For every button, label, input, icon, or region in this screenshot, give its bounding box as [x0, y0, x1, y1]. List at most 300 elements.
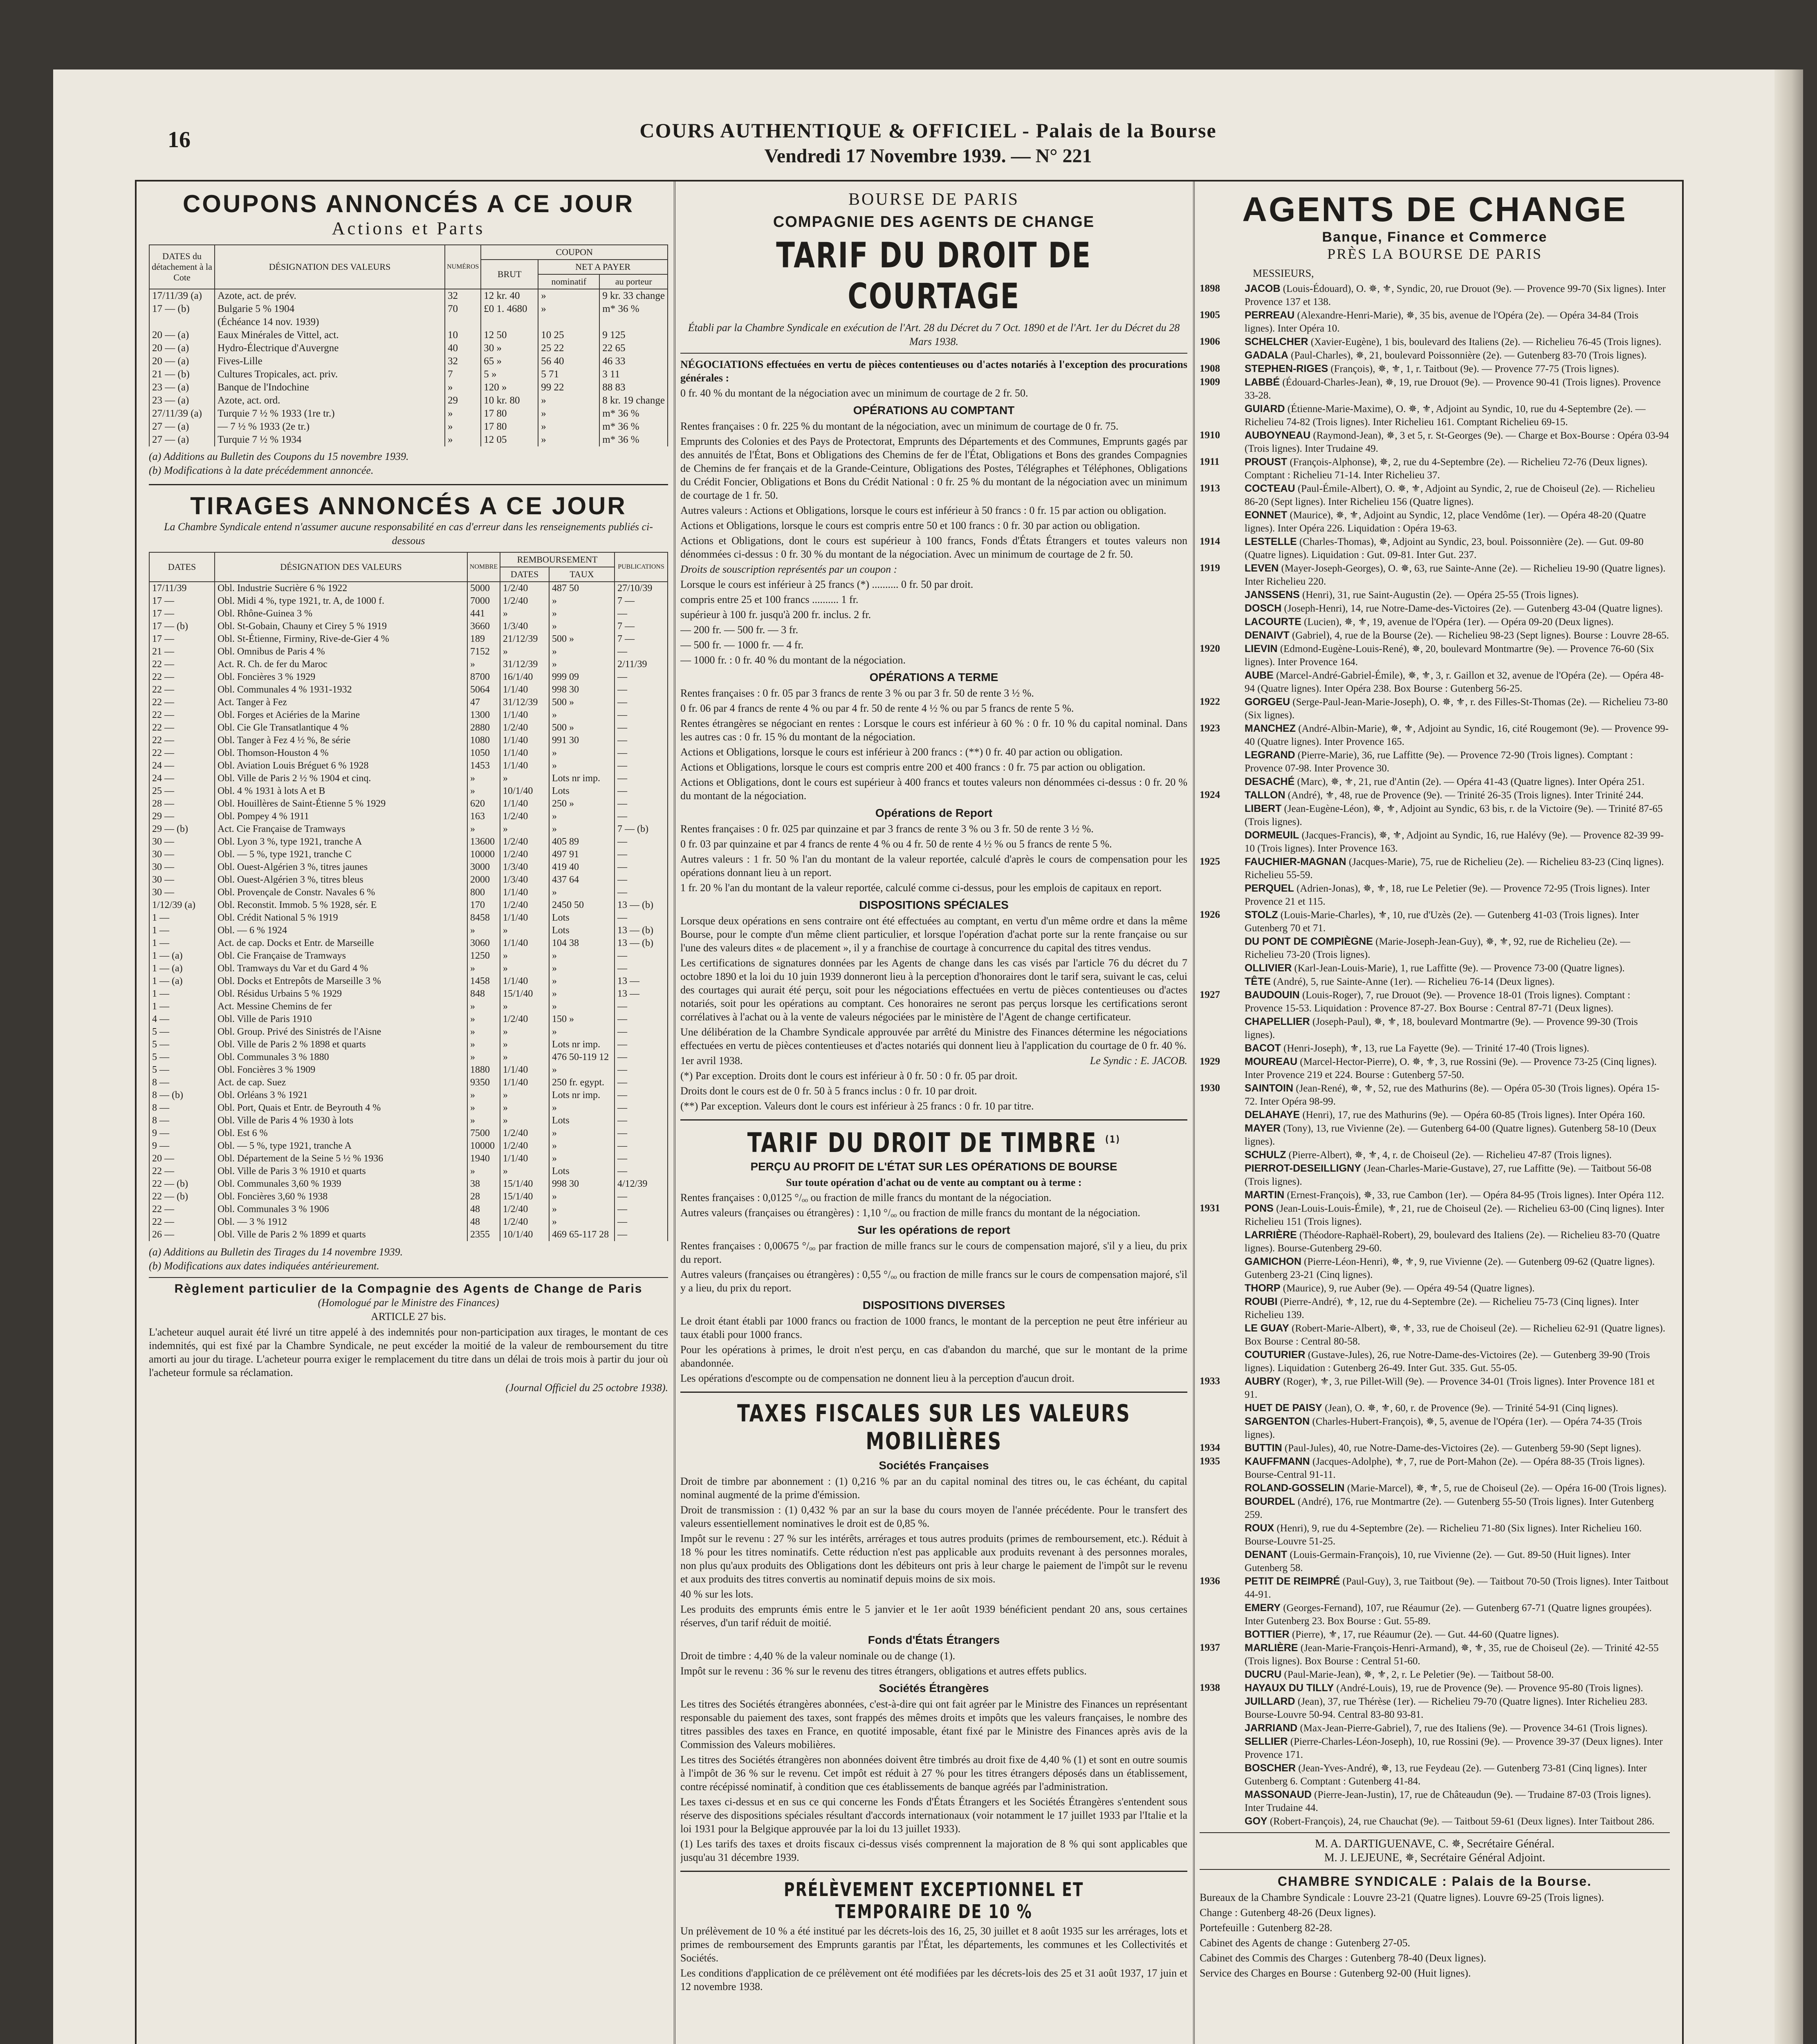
table-cell [599, 316, 668, 329]
agent-entry [1200, 1681, 1670, 1695]
agent-name: MANCHEZ [1245, 723, 1296, 734]
agent-details: (Marie-Marcel), ✵, ⚜, 5, rue de Choiseul (2e). — Opéra 16-00 (Trois lignes). [1344, 1483, 1667, 1494]
agent-entry [1200, 429, 1670, 455]
tirages-note: (a) Additions au Bulletin des Tirages du 14 novembre 1939. [149, 1246, 403, 1258]
table-row [149, 734, 668, 747]
agents-subtitle2: PRÈS LA BOURSE DE PARIS [1327, 246, 1542, 262]
signature: Le Syndic : E. JACOB. [1090, 1055, 1187, 1067]
courtage-kicker: BOURSE DE PARIS [848, 190, 1019, 209]
agent-details: (Serge-Paul-Jean-Marie-Joseph), O. ✵, ⚜, r. des Filles-St-Thomas (2e). — Richelieu 73-80 (Six lignes). [1245, 697, 1668, 721]
table-row [149, 289, 668, 303]
table-row [149, 684, 668, 696]
table-row [149, 381, 668, 394]
table-cell: Bulgarie 5 % 1904 [215, 303, 445, 316]
agent-details: (Édouard-Charles-Jean), ✵, 19, rue Drouot (9e). — Provence 90-41 (Trois lignes). Provence 33-28. [1245, 377, 1661, 401]
speciales-item: Une délibération de la Chambre Syndicale approuvée par arrêté du Ministre des Finances détermine les négociations effectuées en vertu de pièces contentieuses et d'actes notariés qui donnent lieu à l'application du courtage de 0 fr. 40 %. [680, 1026, 1187, 1051]
table-cell: 10 kr. 80 [481, 394, 538, 407]
courtage-company: COMPAGNIE DES AGENTS DE CHANGE [773, 213, 1095, 231]
table-cell: 2/11/39 [615, 658, 668, 671]
report-item: 1 fr. 20 % l'an du montant de la valeur reportée, calculé comme ci-dessus, pour les emplois de capitaux en report. [680, 882, 1162, 894]
table-cell: 28 [467, 1190, 500, 1203]
table-cell: 47 [467, 696, 500, 709]
table-cell: m* 36 % [599, 420, 668, 433]
table-cell: 1/1/40 [500, 709, 549, 722]
taxes-fr-item: Droit de timbre par abonnement : (1) 0,216 % par an du capital nominal des titres ou, le cas échéant, du capital nominal augmenté de la prime d'émission. [680, 1475, 1187, 1501]
table-cell: 1/1/40 [500, 937, 549, 950]
agent-entry [1200, 775, 1670, 789]
table-cell: 1/2/40 [500, 836, 549, 848]
table-cell: » [549, 709, 615, 722]
table-cell: (Échéance 14 nov. 1939) [215, 316, 445, 329]
table-cell: Obl. Docks et Entrepôts de Marseille 3 % [215, 975, 467, 988]
souscription-item: — 500 fr. — 1000 fr. — 4 fr. [680, 639, 804, 651]
agent-text [1245, 1228, 1670, 1255]
table-cell: 22 65 [599, 342, 668, 355]
agent-text [1245, 602, 1670, 615]
agent-entry [1200, 1575, 1670, 1601]
agent-year: 1908 [1200, 363, 1220, 374]
taxes-etats-item: Droit de timbre : 4,40 % de la valeur nominale ou de change (1). [680, 1650, 956, 1662]
reglement-subtitle: (Homologué par le Ministre des Finances) [318, 1297, 499, 1309]
agent-text [1245, 829, 1670, 855]
table-cell: 32 [445, 355, 481, 368]
table-cell: 10 25 [538, 329, 599, 342]
table-cell: » [538, 303, 599, 316]
agent-entry [1200, 1695, 1670, 1721]
col-header: REMBOURSEMENT [500, 552, 615, 567]
table-row [149, 1064, 668, 1076]
agent-text [1245, 975, 1670, 988]
agent-year: 1911 [1200, 456, 1220, 467]
agent-entry [1200, 882, 1670, 908]
column-divider [1193, 182, 1195, 2044]
table-cell: 1/2/40 [500, 595, 549, 607]
table-cell: 22 — (b) [149, 1190, 215, 1203]
table-row [149, 975, 668, 988]
agent-details: (Louis-Marie-Charles), ⚜, 10, rue d'Uzès (2e). — Gutenberg 41-03 (Trois lignes). Inter Gutenberg 70 et 71. [1245, 910, 1639, 934]
chambre-item: Change : Gutenberg 48-26 (Deux lignes). [1200, 1907, 1376, 1918]
table-cell: 5 71 [538, 368, 599, 381]
table-row [149, 962, 668, 975]
agent-text [1245, 1108, 1670, 1122]
agent-text [1245, 1455, 1670, 1481]
agent-text [1245, 935, 1670, 961]
table-row [149, 620, 668, 633]
table-cell: — [615, 1026, 668, 1038]
agent-name: BOURDEL [1245, 1496, 1295, 1507]
table-cell: » [549, 645, 615, 658]
table-cell: » [500, 1026, 549, 1038]
agent-entry [1200, 455, 1670, 482]
table-cell: 12 kr. 40 [481, 289, 538, 303]
table-cell: » [549, 1064, 615, 1076]
agent-year: 1926 [1200, 909, 1220, 920]
agent-text [1245, 588, 1670, 602]
agent-entry [1200, 749, 1670, 775]
table-cell: » [467, 785, 500, 798]
agent-text [1245, 509, 1670, 535]
agent-year: 1906 [1200, 336, 1220, 347]
col-header: au porteur [599, 274, 668, 289]
agent-year [1200, 749, 1245, 775]
agent-text [1245, 1522, 1670, 1548]
agent-text [1245, 775, 1670, 789]
table-row [149, 760, 668, 772]
agent-details: (Lucien), ✵, ⚜, 19, avenue de l'Opéra (1er). — Opéra 09-20 (Deux lignes). [1301, 616, 1614, 628]
table-cell: 998 30 [549, 684, 615, 696]
agent-entry [1200, 855, 1670, 882]
agent-name: MASSONAUD [1245, 1789, 1312, 1800]
agent-year [1200, 1282, 1245, 1295]
table-cell: — [615, 861, 668, 874]
table-cell: — [615, 1127, 668, 1140]
table-cell: Obl. Ville de Paris 1910 [215, 1013, 467, 1026]
agent-text [1245, 1788, 1670, 1815]
agent-name: AUBOYNEAU [1245, 430, 1311, 441]
timbre-lead: Sur toute opération d'achat ou de vente au comptant ou à terme : [786, 1177, 1082, 1188]
table-row [149, 303, 668, 316]
agent-year [1200, 961, 1245, 975]
agent-details: (Paul-Guy), 3, rue Taitbout (9e). — Taitbout 70-50 (Trois lignes). Inter Taitbout 44-91. [1245, 1576, 1669, 1600]
table-cell: 22 — [149, 722, 215, 734]
table-cell: » [538, 420, 599, 433]
agent-details: (Alexandre-Henri-Marie), ✵, 35 bis, avenue de l'Opéra (2e). — Opéra 34-84 (Trois lignes). Inter Opéra 10. [1245, 310, 1639, 334]
souscription-item: compris entre 25 et 100 francs .......... 1 fr. [680, 594, 859, 605]
agent-entry [1200, 1282, 1670, 1295]
table-cell: Obl. St-Gobain, Chauny et Cirey 5 % 1919 [215, 620, 467, 633]
agent-text [1245, 749, 1670, 775]
agent-year [1200, 1348, 1245, 1375]
agents-list [1200, 282, 1670, 1828]
agent-name: ROUBI [1245, 1296, 1278, 1307]
table-cell: 7000 [467, 595, 500, 607]
table-cell: 46 33 [599, 355, 668, 368]
agent-name: OLLIVIER [1245, 962, 1292, 974]
agent-text [1245, 1255, 1670, 1282]
agent-text [1245, 1375, 1670, 1401]
table-cell: Obl. Lyon 3 %, type 1921, tranche A [215, 836, 467, 848]
tirages-table [149, 552, 668, 1241]
table-row [149, 1102, 668, 1114]
issue-date: Vendredi 17 Novembre 1939. — N° 221 [764, 145, 1092, 167]
secretary: M. A. DARTIGUENAVE, C. ✵, Secrétaire Général. [1315, 1838, 1555, 1850]
agent-text [1245, 1148, 1670, 1162]
agent-year [1200, 1788, 1245, 1815]
content-frame [135, 180, 1684, 2044]
agent-name: MARLIÈRE [1245, 1642, 1298, 1654]
comptant-title: OPÉRATIONS AU COMPTANT [853, 404, 1015, 417]
agents-messieurs: MESSIEURS, [1253, 267, 1314, 279]
table-cell: 1/1/40 [500, 1076, 549, 1089]
agent-year [1200, 1322, 1245, 1348]
tirages-note: (b) Modifications aux dates indiquées antérieurement. [149, 1260, 379, 1272]
table-cell: 1/3/40 [500, 861, 549, 874]
table-cell: — [615, 1216, 668, 1228]
table-row [149, 861, 668, 874]
agent-year [1200, 629, 1245, 642]
agent-name: TÊTE [1245, 976, 1271, 987]
secretary-adjoint: M. J. LEJEUNE, ✵, Secrétaire Général Adjoint. [1324, 1851, 1546, 1864]
speciales-item: Les certifications de signatures données par les Agents de change dans les cas visés par l'article 76 du décret du 7 octobre 1890 et la loi du 10 juin 1939 donneront lieu à la perception d'honoraires dont le tarif sera, suivant le cas, celui des courtages qui aurait été perçu, soit pour les négociations effectuées en vertu de pièces contentieuses ou d'actes notariés, soit pour les opérations au comptant. Ces honoraires ne seront pas perçus lorsque les certifications seront corrélatives à l'achat ou à la vente de valeurs négociées par le ministère de l'Agent de change certificateur. [680, 957, 1187, 1023]
table-cell: Obl. Département de la Seine 5 ½ % 1936 [215, 1152, 467, 1165]
agent-entry [1200, 1255, 1670, 1282]
agent-text [1245, 695, 1670, 722]
table-cell: 56 40 [538, 355, 599, 368]
agent-name: PERQUEL [1245, 883, 1294, 894]
table-cell: 30 — [149, 886, 215, 899]
table-cell: Obl. Ville de Paris 2 % 1899 et quarts [215, 1228, 467, 1241]
agent-text [1245, 629, 1670, 642]
agent-year: 1910 [1200, 430, 1220, 441]
terme-item: Rentes françaises : 0 fr. 05 par 3 francs de rente 3 % ou par 3 fr. 50 de rente 3 ½ %. [680, 687, 1034, 699]
table-cell: 1/2/40 [500, 899, 549, 912]
table-cell: 7 — [615, 633, 668, 645]
page-edge [1774, 69, 1803, 2044]
table-row [149, 342, 668, 355]
table-cell: 1/1/40 [500, 798, 549, 810]
agent-details: (Paul-Jules), 40, rue Notre-Dame-des-Victoires (2e). — Gutenberg 59-90 (Sept lignes). [1282, 1443, 1642, 1454]
table-cell: Obl. Rhône-Guinea 3 % [215, 607, 467, 620]
agent-year [1200, 1815, 1245, 1828]
table-cell: m* 36 % [599, 407, 668, 420]
table-cell: 20 — (a) [149, 355, 215, 368]
table-cell: 29 — (b) [149, 823, 215, 836]
table-cell: 1/2/40 [500, 1127, 549, 1140]
agent-year [1200, 1735, 1245, 1762]
agent-year [1200, 1481, 1245, 1495]
table-cell: Obl. Port, Quais et Entr. de Beyrouth 4 % [215, 1102, 467, 1114]
table-cell: 31/12/39 [500, 696, 549, 709]
table-cell: » [445, 381, 481, 394]
agent-year [1200, 975, 1245, 988]
table-row [149, 633, 668, 645]
agent-entry [1200, 588, 1670, 602]
diverses-item: Le droit étant établi par 1000 francs ou fraction de 1000 francs, le montant de la perception ne peut être inférieur au taux établi pour 1000 francs. [680, 1315, 1187, 1340]
table-cell: 8 kr. 19 change [599, 394, 668, 407]
table-cell: » [549, 1000, 615, 1013]
agent-entry [1200, 935, 1670, 961]
agent-year: 1930 [1200, 1083, 1220, 1094]
table-cell: 10000 [467, 1140, 500, 1152]
table-cell: » [467, 823, 500, 836]
agent-name: LABBÉ [1245, 377, 1280, 388]
table-cell: 10000 [467, 848, 500, 861]
taxes-etr-item: Les titres des Sociétés étrangères non abonnées doivent être timbrés au droit fixe de 4,40 % (1) et sont en outre soumis à l'impôt de 36 % sur le revenu. Cet impôt est réduit à 27 % pour les titres étrangers déposés dans un établissement, contre récépissé nominatif, à condition que ces établissements de banque agréés par l'administration. [680, 1754, 1187, 1793]
terme-title: OPÉRATIONS A TERME [869, 671, 998, 684]
agent-details: (Maurice), 9, rue Auber (9e). — Opéra 49-54 (Quatre lignes). [1280, 1283, 1535, 1294]
table-row [149, 1127, 668, 1140]
agent-entry [1200, 975, 1670, 988]
table-cell: — [615, 747, 668, 760]
agent-entry [1200, 1788, 1670, 1815]
agent-details: (Marcel-Hector-Pierre), O. ✵, ⚜, 3, rue Rossini (9e). — Provence 73-25 (Cinq lignes). Inter Provence 219 et 224. Bourse : Gutenberg 57-50. [1245, 1056, 1657, 1080]
table-row [149, 950, 668, 962]
table-cell: 8700 [467, 671, 500, 684]
column-middle [680, 190, 1187, 2044]
taxes-fr-item: 40 % sur les lots. [680, 1588, 754, 1600]
agent-text [1245, 961, 1670, 975]
agent-name: SAINTOIN [1245, 1083, 1293, 1094]
agent-name: PROUST [1245, 456, 1288, 468]
chambre-item: Portefeuille : Gutenberg 82-28. [1200, 1922, 1332, 1934]
table-cell: Azote, act. ord. [215, 394, 445, 407]
agent-name: KAUFFMANN [1245, 1456, 1310, 1467]
table-row [149, 329, 668, 342]
table-row [149, 924, 668, 937]
column-left [149, 190, 668, 2044]
table-cell: 1 — (a) [149, 975, 215, 988]
timbre-subtitle: PERÇU AU PROFIT DE L'ÉTAT SUR LES OPÉRATIONS DE BOURSE [750, 1160, 1117, 1173]
table-cell: 17 80 [481, 407, 538, 420]
table-cell: 65 » [481, 355, 538, 368]
table-cell: 9 — [149, 1140, 215, 1152]
table-cell: 620 [467, 798, 500, 810]
table-cell: » [549, 975, 615, 988]
table-cell: Obl. Communales 3 % 1906 [215, 1203, 467, 1216]
agent-entry [1200, 829, 1670, 855]
table-row [149, 671, 668, 684]
agent-name: SCHELCHER [1245, 336, 1308, 347]
col-header: DATES du détachement à la Cote [149, 245, 215, 289]
table-cell: Obl. Communales 3 % 1880 [215, 1051, 467, 1064]
table-cell: 22 — (b) [149, 1178, 215, 1190]
table-cell: 1/2/40 [500, 810, 549, 823]
agent-details: (Joseph-Henri), 14, rue Notre-Dame-des-Victoires (2e). — Gutenberg 43-04 (Quatre lignes). [1281, 603, 1663, 614]
table-cell: 15/1/40 [500, 1190, 549, 1203]
table-cell: 1/2/40 [500, 582, 549, 595]
terme-item: Actions et Obligations, dont le cours est supérieur à 400 francs et toutes valeurs non dénommées ci-dessus : 0 fr. 20 % du montant de la négociation. [680, 776, 1187, 802]
table-cell: — [615, 810, 668, 823]
coupons-title: COUPONS ANNONCÉS A CE JOUR [182, 190, 635, 217]
table-row [149, 988, 668, 1000]
agent-name: DESACHÉ [1245, 776, 1295, 787]
table-cell: » [500, 1000, 549, 1013]
agent-name: GADALA [1245, 350, 1288, 361]
table-cell: — [615, 836, 668, 848]
table-cell: — [615, 772, 668, 785]
table-cell: 9350 [467, 1076, 500, 1089]
agent-entry [1200, 1522, 1670, 1548]
table-cell: Obl. Est 6 % [215, 1127, 467, 1140]
table-row [149, 696, 668, 709]
table-cell: 17 — [149, 595, 215, 607]
prelevement-item: Un prélèvement de 10 % a été institué par les décrets-lois des 16, 25, 30 juillet et 8 août 1935 sur les arrérages, lots et primes de remboursement des Emprunts garantis par l'État, les départements, les communes et les Collectivités et Sociétés. [680, 1925, 1187, 1964]
table-cell: Lots nr imp. [549, 772, 615, 785]
table-cell: 12 50 [481, 329, 538, 342]
agent-details: (Jean-Louis-Louis-Émile), ⚜, 21, rue de Choiseul (2e). — Richelieu 63-00 (Cinq lignes). Inter Richelieu 151 (Trois lignes). [1245, 1203, 1664, 1227]
agent-details: (Paul-Émile-Albert), O. ✵, ⚜, Adjoint au Syndic, 2, rue de Choiseul (2e). — Richelieu 86-20 (Sept lignes). Inter Richelieu 156 (Quatre lignes). [1245, 483, 1655, 507]
table-cell: » [467, 1089, 500, 1102]
table-cell: Banque de l'Indochine [215, 381, 445, 394]
table-cell: » [549, 1127, 615, 1140]
agent-year [1200, 1695, 1245, 1721]
table-cell: — [615, 848, 668, 861]
table-row [149, 1038, 668, 1051]
agent-year [1200, 588, 1245, 602]
table-row [149, 1203, 668, 1216]
table-cell: 48 [467, 1216, 500, 1228]
diverses-item: Les opérations d'escompte ou de compensation ne donnent lieu à la perception d'aucun droit. [680, 1372, 1074, 1384]
table-cell: 9 — [149, 1127, 215, 1140]
tirages-title: TIRAGES ANNONCÉS A CE JOUR [190, 492, 627, 520]
table-cell: 2000 [467, 874, 500, 886]
agent-details: (Jean-René), ✵, ⚜, 52, rue des Mathurins (8e). — Opéra 05-30 (Trois lignes). Opéra 15-72. Inter Opéra 98-99. [1245, 1083, 1660, 1107]
agent-entry [1200, 908, 1670, 935]
agent-text [1245, 1055, 1670, 1082]
agent-entry [1200, 1322, 1670, 1348]
table-cell: — [615, 1051, 668, 1064]
agent-name: AUBE [1245, 670, 1274, 681]
table-cell: 7 — (b) [615, 823, 668, 836]
agent-details: (Jacques-Francis), ✵, ⚜, Adjoint au Syndic, 16, rue Halévy (9e). — Provence 82-39 99-10 (Trois lignes). Inter Provence 163. [1245, 830, 1664, 854]
table-cell: 150 » [549, 1013, 615, 1026]
agent-text [1245, 1322, 1670, 1348]
table-cell [538, 316, 599, 329]
page-number: 16 [168, 127, 191, 152]
agent-year [1200, 1122, 1245, 1148]
agent-entry [1200, 1375, 1670, 1401]
agent-year [1200, 1762, 1245, 1788]
agent-entry [1200, 1348, 1670, 1375]
table-cell: » [500, 1038, 549, 1051]
agent-text [1245, 722, 1670, 749]
taxes-fr-item: Droit de transmission : (1) 0,432 % par an sur la base du cours moyen de l'année précédente. Pour le transfert des valeurs essentiellement nominatives le droit est de 0,85 %. [680, 1504, 1187, 1529]
table-cell: Obl. Tanger à Fez 4 ½ %, 8e série [215, 734, 467, 747]
table-cell: Obl. Foncières 3 % 1909 [215, 1064, 467, 1076]
table-cell: 70 [445, 303, 481, 316]
taxes-etr-title: Sociétés Étrangères [879, 1682, 989, 1694]
table-cell: 8 — (b) [149, 1089, 215, 1102]
table-cell: 1 — [149, 912, 215, 924]
agent-details: (Louis-Édouard), O. ✵, ⚜, Syndic, 20, rue Drouot (9e). — Provence 99-70 (Six lignes). Inter Provence 137 et 138. [1245, 283, 1666, 307]
agent-year [1200, 1042, 1245, 1055]
agent-entry [1200, 1815, 1670, 1828]
table-cell: 2355 [467, 1228, 500, 1241]
agent-text [1245, 1015, 1670, 1042]
agent-entry [1200, 1015, 1670, 1042]
agent-entry [1200, 961, 1670, 975]
table-cell: — [615, 722, 668, 734]
table-cell: 250 » [549, 798, 615, 810]
table-row [149, 1216, 668, 1228]
agent-details: (André), 5, rue Sainte-Anne (1er). — Richelieu 76-14 (Deux lignes). [1270, 976, 1555, 987]
table-cell: m* 36 % [599, 433, 668, 446]
table-cell: — [615, 1102, 668, 1114]
agent-entry [1200, 1735, 1670, 1762]
agent-entry [1200, 1441, 1670, 1455]
table-row [149, 1076, 668, 1089]
table-cell: Lots [549, 785, 615, 798]
agent-details: (Jean-Yves-André), ✵, 13, rue Feydeau (2e). — Gutenberg 73-81 (Cinq lignes). Inter Gutenberg 6. Comptant : Gutenberg 41-84. [1245, 1763, 1647, 1787]
comptant-item: Rentes françaises : 0 fr. 225 % du montant de la négociation, avec un minimum de courtage de 0 fr. 75. [680, 420, 1119, 432]
agent-entry [1200, 1721, 1670, 1735]
table-cell: Obl. Ville de Paris 4 % 1930 à lots [215, 1114, 467, 1127]
table-cell: 3060 [467, 937, 500, 950]
table-row [149, 798, 668, 810]
agent-year: 1913 [1200, 483, 1220, 494]
table-row [149, 595, 668, 607]
table-cell: » [500, 924, 549, 937]
table-cell: 13 — (b) [615, 899, 668, 912]
terme-item: Actions et Obligations, lorsque le cours est compris entre 200 et 400 francs : 0 fr. 75 par action ou obligation. [680, 761, 1146, 773]
col-header: COUPON [481, 245, 668, 260]
table-cell: — [615, 709, 668, 722]
prelevement-item: Les conditions d'application de ce prélèvement ont été modifiées par les décrets-lois des 25 et 31 août 1937, 17 juin et 12 novembre 1938. [680, 1967, 1187, 1992]
timbre-report-title: Sur les opérations de report [857, 1224, 1010, 1236]
taxes-title: TAXES FISCALES SUR LES VALEURS MOBILIÈRES [737, 1399, 1131, 1455]
agent-details: (Henri), 31, rue Saint-Augustin (2e). — Opéra 25-55 (Trois lignes). [1299, 589, 1579, 601]
agent-year [1200, 1495, 1245, 1522]
